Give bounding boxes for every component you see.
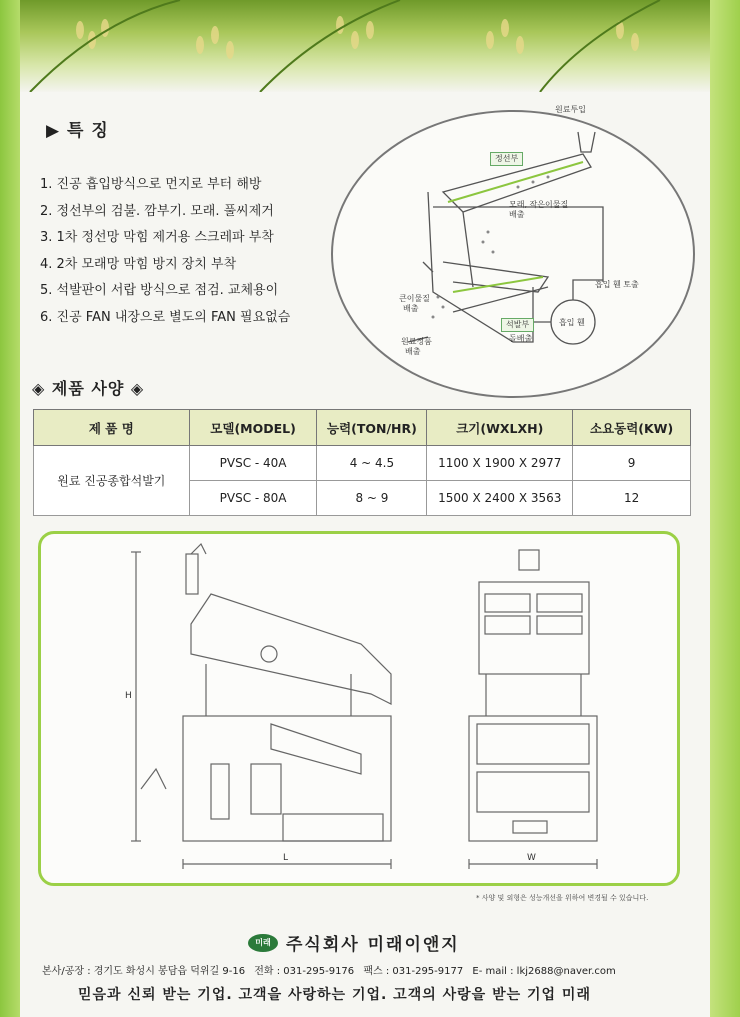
feature-item: 3. 1차 정선망 막힘 제거용 스크레파 부착 xyxy=(40,230,274,245)
company-name xyxy=(248,930,460,955)
fax-text: 팩스 : 031-295-9177 xyxy=(363,966,464,977)
header-product: 제 품 명 xyxy=(34,410,190,446)
email-text: E- mail : lkj2688@naver.com xyxy=(472,966,616,977)
label-cleaning: 정선부 xyxy=(490,152,523,166)
header-power: 소요동력(KW) xyxy=(573,410,691,446)
cell-power: 12 xyxy=(573,481,691,516)
label-big-foreign: 큰이물질 xyxy=(399,294,430,303)
dimension-l: L xyxy=(283,853,289,863)
label-fan-out: 흡입 휀 토출 xyxy=(595,280,639,289)
table-row xyxy=(34,446,691,481)
feature-item: 5. 석발판이 서랍 방식으로 점검. 교체용이 xyxy=(40,283,279,298)
label-raw-input: 원료투입 xyxy=(555,105,586,114)
header-capacity: 능력(TON/HR) xyxy=(317,410,427,446)
features-title: ▶ 특 징 xyxy=(46,121,109,141)
features-list xyxy=(40,172,290,331)
cell-product-name: 원료 진공종합석발기 xyxy=(34,446,190,516)
cell-size: 1500 X 2400 X 3563 xyxy=(427,481,573,516)
company-slogan: 믿음과 신뢰 받는 기업. 고객을 사랑하는 기업. 고객의 사랑을 받는 기업 미래 xyxy=(78,987,591,1003)
feature-item: 4. 2차 모래망 막힘 방지 장치 부착 xyxy=(40,256,237,272)
header-model: 모델(MODEL) xyxy=(189,410,317,446)
frame-left xyxy=(0,0,20,1017)
process-diagram xyxy=(331,105,695,398)
frame-right xyxy=(710,0,740,1017)
label-raw-clean-2: 배출 xyxy=(405,347,421,356)
cell-model: PVSC - 40A xyxy=(189,446,317,481)
cell-capacity: 4 ~ 4.5 xyxy=(317,446,427,481)
label-destoner: 석발부 xyxy=(501,318,534,332)
spec-header-row xyxy=(34,410,691,446)
address-text: 본사/공장 : 경기도 화성시 봉담읍 덕위길 9-16 xyxy=(42,966,246,977)
feature-item: 1. 진공 흡입방식으로 먼지로 부터 해방 xyxy=(40,177,262,192)
dimension-w: W xyxy=(527,853,536,863)
label-sand-2: 배출 xyxy=(509,210,525,219)
contact-info xyxy=(42,962,622,977)
label-stone-out: 돌배출 xyxy=(509,334,533,343)
spec-change-note: * 사양 및 외형은 성능개선을 위하여 변경될 수 있습니다. xyxy=(476,894,649,902)
dimension-h: H xyxy=(125,691,132,701)
rice-banner-image xyxy=(20,0,710,92)
cell-size: 1100 X 1900 X 2977 xyxy=(427,446,573,481)
rice-grain-decoration xyxy=(20,0,710,92)
label-sand: 모래, 작은이물질 xyxy=(509,200,569,209)
label-fan: 흡입 휀 xyxy=(559,318,585,327)
cell-model: PVSC - 80A xyxy=(189,481,317,516)
technical-drawing xyxy=(38,531,680,886)
spec-table xyxy=(33,409,691,516)
label-big-foreign-2: 배출 xyxy=(403,304,419,313)
phone-text: 전화 : 031-295-9176 xyxy=(254,966,355,977)
company-logo-icon: 미래 xyxy=(248,934,278,952)
feature-item: 6. 진공 FAN 내장으로 별도의 FAN 필요없슴 xyxy=(40,309,291,325)
spec-title: ◈ 제품 사양 ◈ xyxy=(32,379,145,398)
company-name-text: 주식회사 미래이앤지 xyxy=(286,935,460,955)
machine-outline-drawings xyxy=(41,534,677,883)
label-raw-clean: 원료정품 xyxy=(401,337,432,346)
header-size: 크기(WXLXH) xyxy=(427,410,573,446)
cell-capacity: 8 ~ 9 xyxy=(317,481,427,516)
cell-power: 9 xyxy=(573,446,691,481)
feature-item: 2. 정선부의 검불. 깜부기. 모래. 풀씨제거 xyxy=(40,203,274,219)
